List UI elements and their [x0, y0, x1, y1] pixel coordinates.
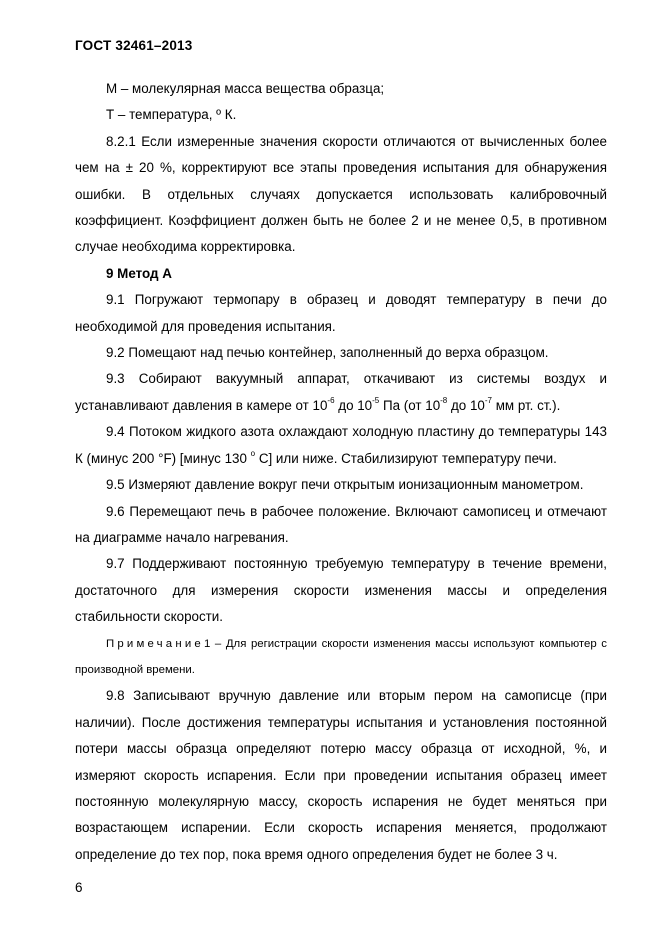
text-run: Па (от 10 — [379, 397, 441, 413]
paragraph-9-1: 9.1 Погружают термопару в образец и доводят температуру в печи до необходимой для проведения испытания. — [75, 292, 607, 334]
text-run: 9.3 Собирают вакуумный аппарат, откачивают из системы воздух и устанавливают давления в камере от 10 — [75, 371, 607, 413]
paragraph-9-3 — [75, 366, 607, 419]
paragraph-9-8: 9.8 Записывают вручную давление или вторым пером на самописце (при наличии). После достижения температуры испытания и установления постоянной потери массы образца определяют потерю массу образца от исходной, %, и измеряют скорость испарения. Если при проведении испытания образец имеет постоянную молекулярную массу, скорость испарения не будет меняться при возрастающем испарении. Если скорость испарения меняется, продолжают определение до тех пор, пока время одного определения будет не более 3 ч. — [75, 688, 607, 862]
paragraph-9-6: 9.6 Перемещают печь в рабочее положение. Включают самописец и отмечают на диаграмме начало нагревания. — [75, 503, 607, 545]
document-body — [75, 76, 607, 868]
text-run: F) [минус 130 — [163, 450, 251, 466]
exponent: -6 — [327, 396, 335, 406]
paragraph-9-4 — [75, 419, 607, 472]
text-run: до 10 — [447, 397, 485, 413]
text-run: C] или ниже. Стабилизируют температуру печи. — [255, 450, 557, 466]
paragraph-9-7: 9.7 Поддерживают постоянную требуемую температуру в течение времени, достаточного для измерения скорости изменения массы и определения стабильности скорости. — [75, 556, 607, 625]
note-number: 1 — [203, 637, 211, 650]
definition-m: М – молекулярная масса вещества образца; — [106, 81, 385, 96]
text-run: 9.4 Потоком жидкого азота охлаждают холодную пластину до температуры 143 К (минус 200 — [75, 424, 607, 466]
page-number: 6 — [75, 880, 83, 895]
note-text: – Для регистрации скорости изменения массы используют компьютер с производной времени. — [75, 637, 607, 676]
note-label: Примечание — [106, 637, 204, 650]
note-1 — [75, 631, 607, 684]
definition-t: Т – температура, º К. — [106, 107, 237, 123]
degree-sign: ° — [158, 450, 164, 466]
paragraph-8-2-1: 8.2.1 Если измеренные значения скорости отличаются от вычисленных более чем на ± 20 %, корректируют все этапы проведения испытания для обнаружения ошибки. В отдельных случаях допускается использовать калибровочный коэффициент. Коэффициент должен быть не более 2 и не менее 0,5, в противном случае необходима корректировка. — [75, 133, 607, 255]
exponent: -8 — [440, 396, 448, 406]
paragraph-9-2: 9.2 Помещают над печью контейнер, заполненный до верха образцом. — [106, 345, 549, 361]
text-run: до 10 — [334, 397, 373, 413]
text-run: мм рт. ст.). — [492, 397, 561, 413]
document-header: ГОСТ 32461–2013 — [75, 38, 193, 53]
exponent: -5 — [372, 396, 380, 406]
paragraph-9-5: 9.5 Измеряют давление вокруг печи открытым ионизационным манометром. — [106, 477, 584, 493]
degree-sign: o — [250, 449, 256, 459]
section-heading: 9 Метод А — [106, 265, 172, 281]
exponent: -7 — [484, 396, 492, 406]
